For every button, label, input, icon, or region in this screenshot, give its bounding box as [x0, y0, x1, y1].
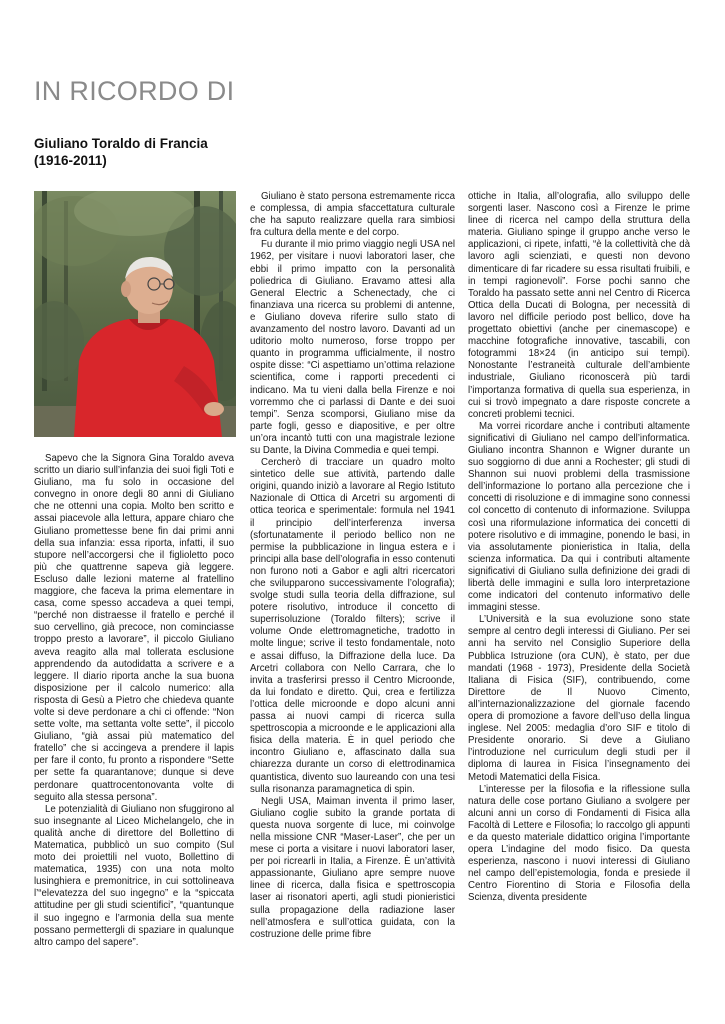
section-header: IN RICORDO DI: [34, 76, 235, 106]
person-years: (1916-2011): [34, 153, 107, 168]
paragraph: L’Università e la sua evoluzione sono state sempre al centro degli interessi di Giuliano. Per sei anni ha servito nel Consiglio Superiore della Pubblica Istruzione (ora CUN), è stato, per due mandati (1968 - 1973), Presidente della Società Italiana di Fisica (SIF), contribuendo, come Direttore de Il Nuovo Cimento, all’internazionalizzazione del giornale facendo opera di promozione a favore dell’uso della lingua inglese. Nel 2005: medaglia d’oro SIF e titolo di Presidente onorario. Si deve a Giuliano l’introduzione nel curriculum degli studi per il diploma di laurea in Fisica l’insegnamento dei Metodi Matematici della Fisica.: [468, 614, 690, 783]
article-column-1: [34, 453, 234, 949]
person-name: Giuliano Toraldo di Francia: [34, 136, 208, 151]
paragraph: Negli USA, Maiman inventa il primo laser, Giuliano coglie subito la grande portata di questa nuova sorgente di luce, mi coinvolge nella missione CNR “Maser-Laser”, che per un mese ci porta a visitare i nuovi laboratori laser, per poi ricrearli in Italia, a Firenze. È un’attività appassionante, Giuliano apre sempre nuove linee di ricerca, dalla fisica e spettroscopia laser ai risonatori aperti, agli studi pionieristici sulla propagazione della radiazione laser nell’atmosfera e sull’ottica guidata, con la costruzione delle prime fibre: [250, 795, 455, 940]
article-column-3: [468, 191, 690, 905]
paragraph: Cercherò di tracciare un quadro molto sintetico delle sue attività, partendo dalle origini, quando iniziò a lavorare al Regio Istituto Nazionale di Ottica di Arcetri su argomenti di ottica teorica e sperimentale: formula nel 1941 il principio dell’interferenza inversa (sfortunatamente il periodo bellico non ne permise la pubblicazione in lingua estera e i principi alla base dell’olografia in esso contenuti non furono noti a Gabor e agli altri ricercatori che svilupparono successivamente l’olografia); svolge studi sulla teoria della diffrazione, sul potere risolutivo, introduce il concetto di superrisoluzione (Toraldo filters); scrive il volume Onde elettromagnetiche, tradotto in molte lingue; scrive il testo fondamentale, noto e assai diffuso, la Diffrazione della luce. Da Arcetri collabora con Nello Carrara, che lo invita a trasferirsi presso il Centro Microonde, da lui fondato e diretto. Qui, crea e fertilizza l’ottica delle microonde e dopo alcuni anni passa ai nuovi campi di ricerca sulla spettroscopia a microonde e le applicazioni alla fisica della materia. È in quel periodo che incontro Giuliano e, affascinato dalla sua chiarezza durante un corso di elettrodinamica quantistica, divento suo laureando con una tesi sulla risonanza paramagnetica di spin.: [250, 457, 455, 795]
paragraph: Ma vorrei ricordare anche i contributi altamente significativi di Giuliano nel campo dell’informatica. Giuliano incontra Shannon e Wigner durante un suo soggiorno di due anni a Rochester; gli studi di Shannon sui nuovi problemi della trasmissione dell’informazione lo portano alla percezione che i concetti di risoluzione e di immagine sono connessi col concetto di contenuto di informazione. Sviluppa così una riformulazione informatica dei concetti di potere risolutivo e di immagine, ponendo le basi, in via assolutamente pionieristica in Italia, della scienza informatica. Da qui i contributi altamente significativi di Giuliano sulla definizione dei gradi di libertà delle immagini e sulla loro interpretazione come indicatori del contenuto informativo delle immagini stesse.: [468, 420, 690, 614]
portrait-illustration: [34, 191, 236, 437]
article-title: [34, 135, 208, 169]
paragraph: ottiche in Italia, all’olografia, allo sviluppo delle sorgenti laser. Nascono così a Firenze le prime linee di ricerca nel campo della struttura della materia. Giuliano spinge il gruppo anche verso le applicazioni, ci ripete, infatti, “è la collettività che dà lavoro agli scienziati, e questi non devono dimenticare di far ricadere su essa risultati fruibili, e in tempi ragionevoli”. Forse pochi sanno che Toraldo ha passato sette anni nel Centro di Ricerca Ottica della Ducati di Bologna, per necessità di lavoro nel difficile periodo post bellico, dove ha progettato obiettivi (anche per cinemascope) e macchine fotografiche innovative, tascabili, con fotogrammi 18×24 (in anticipo sui tempi). Nonostante l’estraneità culturale dell’ambiente industriale, Giuliano riconoscerà più tardi l’importanza formativa di quella sua esperienza, in cui si trovò impegnato a dare risposte concrete a concreti problemi tecnici.: [468, 191, 690, 420]
paragraph: L’interesse per la filosofia e la riflessione sulla natura delle cose portano Giuliano a svolgere per alcuni anni un corso di Fondamenti di Fisica alla Facoltà di Lettere e Filosofia; lo raccolgo gli appunti e da questo materiale didattico origina l’importante opera L’indagine del modo fisico. Da questa esperienza, nascono i nuovi interessi di Giuliano nel campo dell’epistemologia, fonda e presiede il Centro Fiorentino di Storia e Filosofia della Scienza, diventa presidente: [468, 783, 690, 904]
paragraph: Fu durante il mio primo viaggio negli USA nel 1962, per visitare i nuovi laboratori laser, che ebbi il primo impatto con la personalità poliedrica di Giuliano. Eravamo attesi alla General Electric a Schenectady, che ci finanziava una ricerca su problemi di antenne, e Giuliano doveva riferire sullo stato di avanzamento del nostro lavoro. Davanti ad un uditorio molto numeroso, forse troppo per quanto in programma ufficialmente, il nostro ospite disse: “Ci aspettiamo un’ottima relazione scientifica, come i rapporti precedenti ci indicano. Ma tu vieni dalla bella Firenze e noi vorremmo che ci parlassi di Dante e dei suoi tempi”. Senza scomporsi, Giuliano mise da parte fogli, gesso e diapositive, e per oltre un’ora incantò tutti con una magistrale lezione su Dante, la Divina Commedia e quei tempi.: [250, 239, 455, 456]
paragraph: Le potenzialità di Giuliano non sfuggirono al suo insegnante al Liceo Michelangelo, che in qualità anche di direttore del Bollettino di Matematica, pubblicò un suo compito (Sul moto dei proiettili nel vuoto, Bollettino di matematica, 1935) con una nota molto lusinghiera e premonitrice, in cui sottolineava l’“elevatezza del suo ingegno” e la “spiccata attitudine per gli studi scientifici”, “quantunque il suo ingegno e l’armonia della sua mente possano permettergli di spaziare in qualunque altro campo del sapere”.: [34, 803, 234, 948]
article-column-2: [250, 191, 455, 941]
portrait-photo: [34, 191, 236, 437]
paragraph: Giuliano è stato persona estremamente ricca e complessa, di ampia sfaccettatura culturale che ha saputo realizzare quella rara simbiosi fra cultura della mente e del corpo.: [250, 191, 455, 239]
paragraph: Sapevo che la Signora Gina Toraldo aveva scritto un diario sull’infanzia dei suoi figli Toti e Giuliano, ma fu solo in occasione del convegno in onore degli 80 anni di Giuliano che ne ottenni una copia. Molto ben scritto e assai piacevole alla lettura, appare chiaro che Giuliano promettesse bene fin dai primi anni della sua infanzia: essa riporta, infatti, il suo stupore nell’accorgersi che il figlioletto poco più che quattrenne sapeva già leggere. Escluso dalle lezioni materne al fratellino maggiore, che faceva la prima elementare in casa, come spesso accadeva a quei tempi, “perché non distraesse il fratello e perché il suo cervellino, già precoce, non cominciasse troppo presto a lavorare”, il piccolo Giuliano aveva reagito alla mal tollerata esclusione apprendendo da autodidatta a scrivere e a leggere. Il diario riporta anche la sua buona disposizione per il calcolo numerico: alla risposta di Gesù a Pietro che chiedeva quante volte si deve perdonare a chi ci offende: “Non sette volte, ma settanta volte sette”, il piccolo Giuliano, “già assai più matematico del fratello” che si accingeva a prendere il lapis per fare il conto, fu pronto a rispondere “Sette per sette fa quarantanove; dunque si deve perdonare quattrocentonovanta volte di seguito alla stessa persona”.: [34, 453, 234, 803]
